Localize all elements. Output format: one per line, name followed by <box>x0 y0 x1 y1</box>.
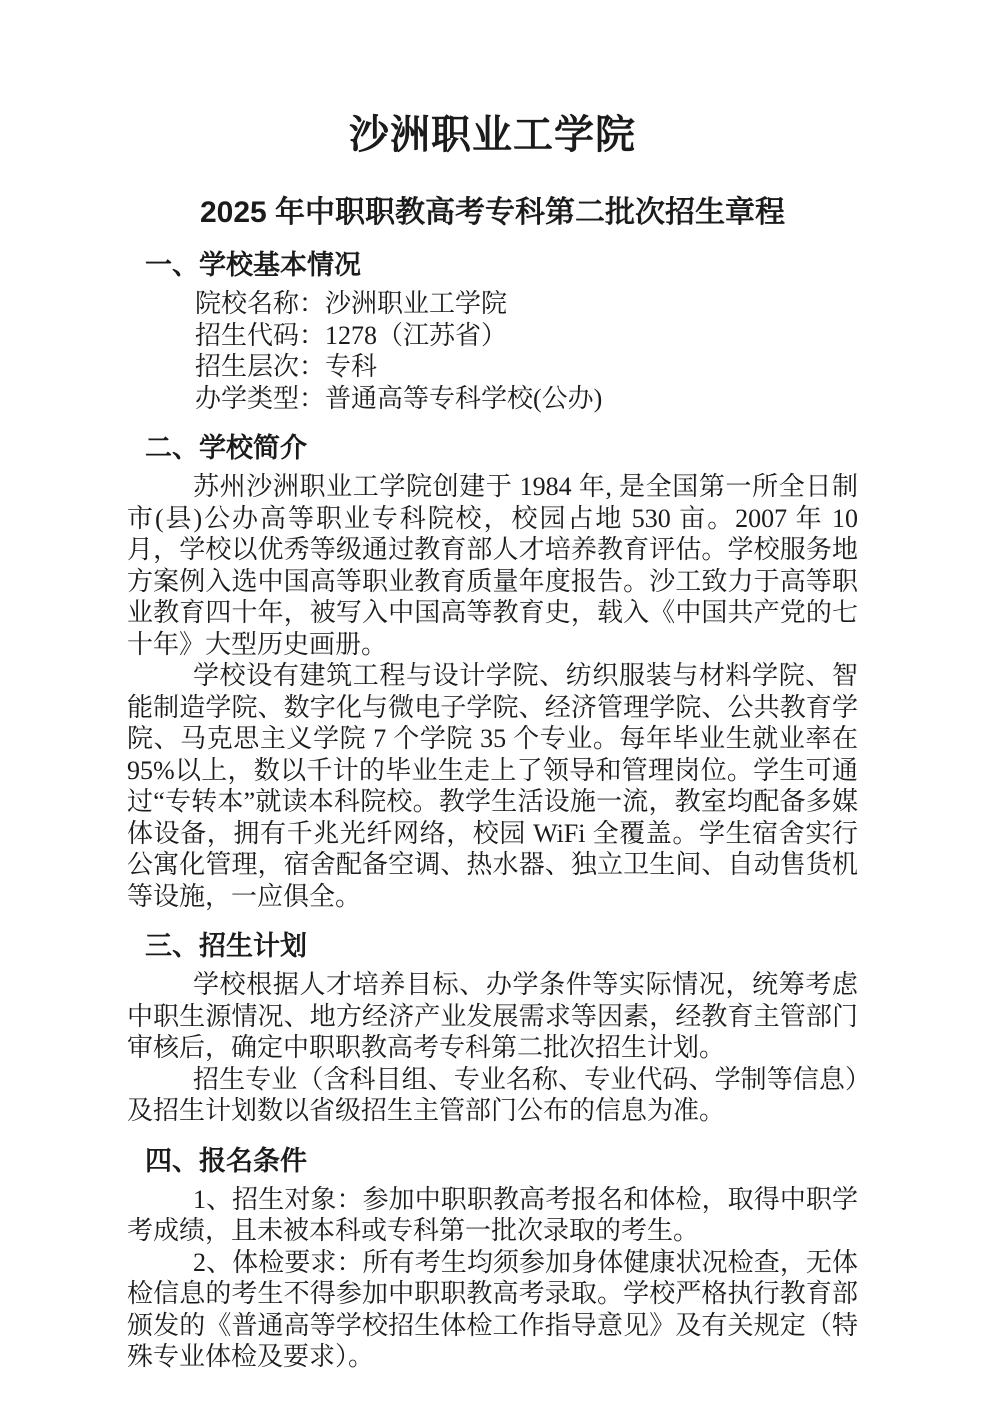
section-school-basic-info <box>127 249 858 414</box>
info-label: 办学类型： <box>195 383 326 413</box>
info-value: 1278（江苏省） <box>325 320 508 350</box>
info-line-school-type <box>127 383 858 415</box>
info-line-school-name <box>127 288 858 320</box>
paragraph-school-facilities: 学校设有建筑工程与设计学院、纺织服装与材料学院、智能制造学院、数字化与微电子学院、经济管理学院、公共教育学院、马克思主义学院 7 个学院 35 个专业。每年毕业生就业率在 95%以上，数以千计的毕业生走上了领导和管理岗位。学生可通过“专转本”就读本科院校。教学生活设施一流，教室均配备多媒体设备，拥有千兆光纤网络，校园 WiFi 全覆盖。学生宿舍实行公寓化管理，宿舍配备空调、热水器、独立卫生间、自动售货机等设施，一应俱全。 <box>127 661 858 911</box>
info-line-admission-code <box>127 320 858 352</box>
info-value: 沙洲职业工学院 <box>325 289 508 318</box>
paragraph-school-history: 苏州沙洲职业工学院创建于 1984 年, 是全国第一所全日制市(县)公办高等职业专科院校，校园占地 530 亩。2007 年 10 月，学校以优秀等级通过教育部人才培养教育评估。学校服务地方案例入选中国高等职业教育质量年度报告。沙工致力于高等职业教育四十年，被写入中国高等教育史，载入《中国共产党的七十年》大型历史画册。 <box>127 472 858 659</box>
info-value: 普通高等专科学校(公办) <box>325 383 603 413</box>
paragraph-plan-publication: 招生专业（含科目组、专业名称、专业代码、学制等信息）及招生计划数以省级招生主管部门公布的信息为准。 <box>127 1064 858 1125</box>
info-label: 院校名称： <box>195 289 326 318</box>
document-subtitle: 2025 年中职职教高考专科第二批次招生章程 <box>199 196 786 229</box>
section-heading-basic-info: 一、学校基本情况 <box>145 250 361 280</box>
section-admission-plan <box>127 930 858 1127</box>
info-line-admission-level <box>127 351 858 383</box>
paragraph-admission-targets: 1、招生对象：参加中职职教高考报名和体检，取得中职学考成绩，且未被本科或专科第一批次录取的考生。 <box>127 1184 858 1245</box>
paragraph-physical-exam: 2、体检要求：所有考生均须参加身体健康状况检查，无体检信息的考生不得参加中职职教高考录取。学校严格执行教育部颁发的《普通高等学校招生体检工作指导意见》及有关规定（特殊专业体检及要求）。 <box>127 1247 858 1371</box>
section-application-requirements <box>127 1145 858 1373</box>
info-label: 招生层次： <box>195 352 326 381</box>
info-label: 招生代码： <box>195 320 326 350</box>
section-heading-application-requirements: 四、报名条件 <box>145 1145 307 1176</box>
info-value: 专科 <box>325 352 378 381</box>
section-heading-school-intro: 二、学校简介 <box>145 433 307 463</box>
paragraph-plan-determination: 学校根据人才培养目标、办学条件等实际情况，统筹考虑中职生源情况、地方经济产业发展需求等因素，经教育主管部门审核后，确定中职职教高考专科第二批次招生计划。 <box>127 970 858 1062</box>
document-title: 沙洲职业工学院 <box>349 113 636 157</box>
section-school-intro <box>127 432 858 912</box>
section-heading-admission-plan: 三、招生计划 <box>145 931 307 961</box>
